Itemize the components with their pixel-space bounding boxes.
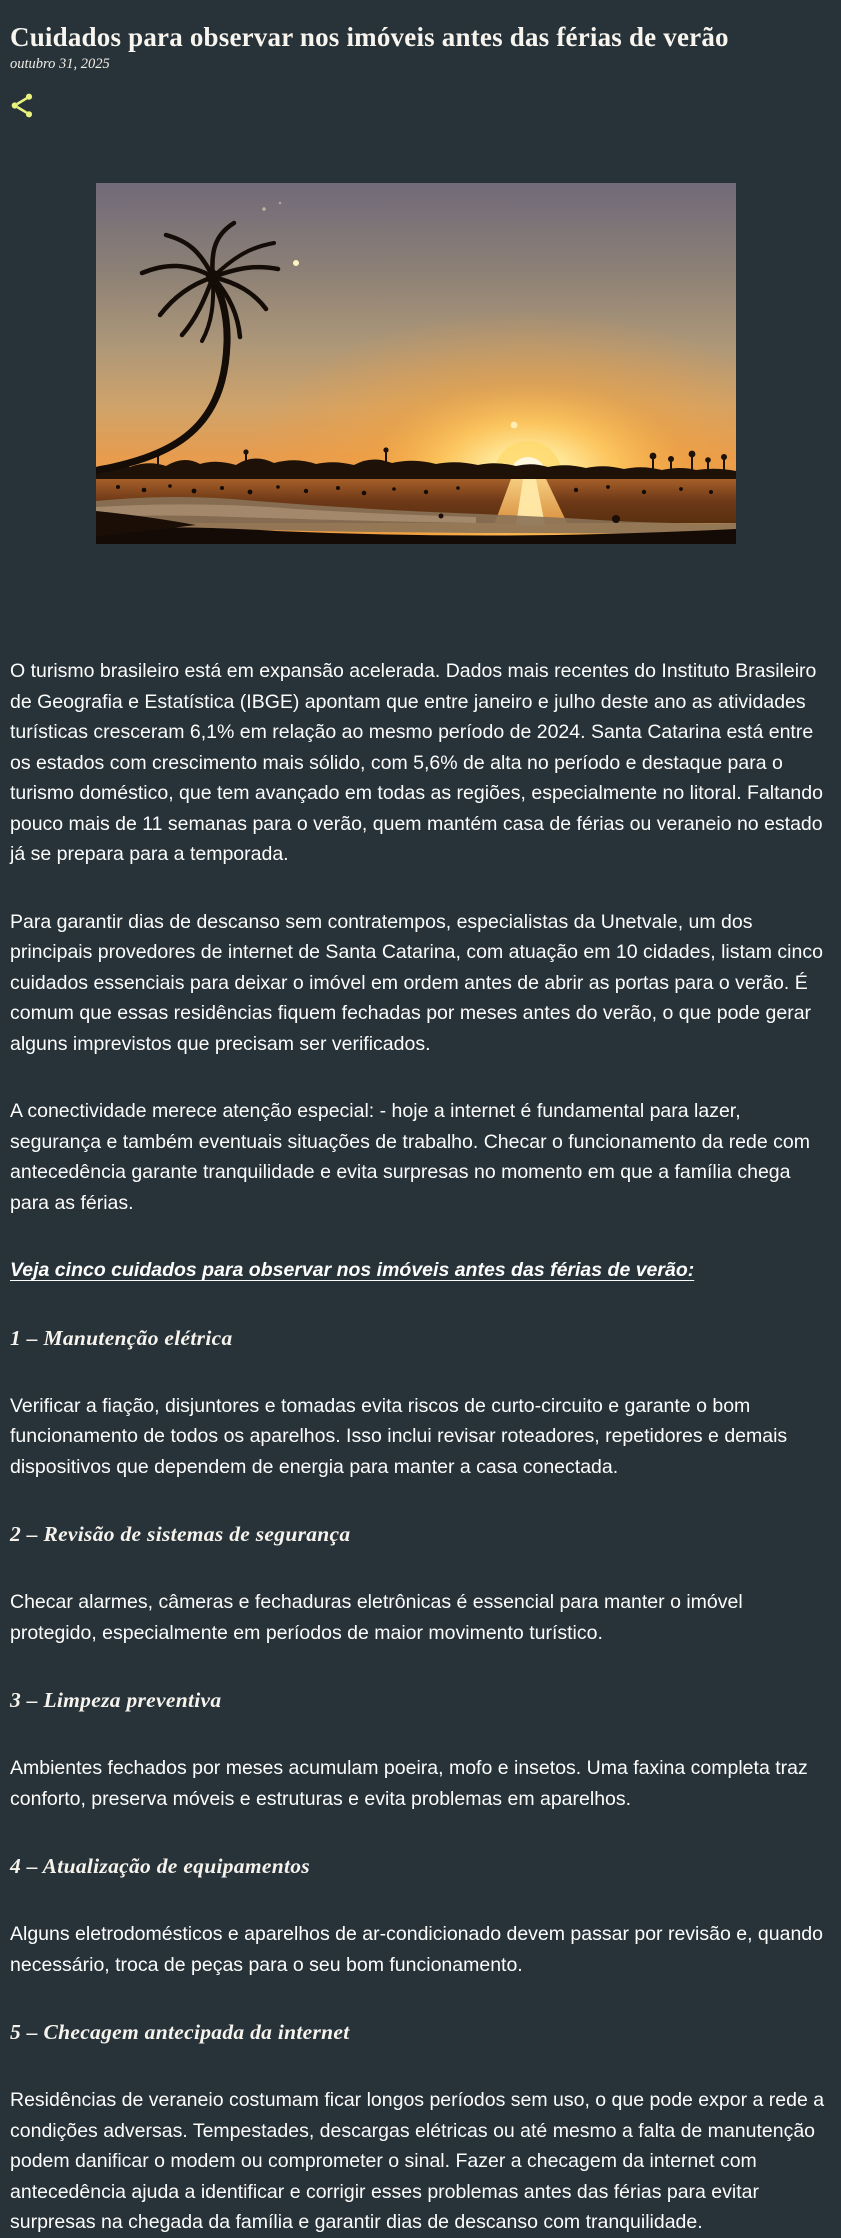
share-button[interactable] [10,92,34,119]
sunset-beach-palm-photo [96,183,736,544]
page-title: Cuidados para observar nos imóveis antes das férias de verão [10,22,729,52]
share-icon [10,92,34,119]
list-heading: Veja cinco cuidados para observar nos imóveis antes das férias de verão: [10,1259,695,1281]
intro-paragraph-3: A conectividade merece atenção especial: - hoje a internet é fundamental para lazer, segurança e também eventuais situações de trabalho. Checar o funcionamento da rede com antecedência garante tranquilidade e evita surpresas no momento em que a família chega para as férias. [10,1100,810,1214]
section-body-1: Verificar a fiação, disjuntores e tomadas evita riscos de curto-circuito e garante o bom funcionamento de todos os aparelhos. Isso inclui revisar roteadores, repetidores e demais dispositivos que dependem de energia para manter a casa conectada. [10,1394,788,1478]
article-body [10,656,831,2238]
section-body-2: Checar alarmes, câmeras e fechaduras eletrônicas é essencial para manter o imóvel protegido, especialmente em períodos de maior movimento turístico. [10,1591,743,1644]
section-heading-3: 3 – Limpeza preventiva [10,1688,222,1712]
intro-paragraph-1: O turismo brasileiro está em expansão acelerada. Dados mais recentes do Instituto Brasileiro de Geografia e Estatística (IBGE) apontam que entre janeiro e julho deste ano as atividades turísticas cresceram 6,1% em relação ao mesmo período de 2024. Santa Catarina está entre os estados com crescimento mais sólido, com 5,6% de alta no período e destaque para o turismo doméstico, que tem avançado em todas as regiões, especialmente no litoral. Faltando pouco mais de 11 semanas para o verão, quem mantém casa de férias ou veraneio no estado já se prepara para a temporada. [10,660,823,865]
section-heading-2: 2 – Revisão de sistemas de segurança [10,1522,351,1546]
section-body-5: Residências de veraneio costumam ficar longos períodos sem uso, o que pode expor a rede a condições adversas. Tempestades, descargas elétricas ou até mesmo a falta de manutenção podem danificar o modem ou comprometer o sinal. Fazer a checagem da internet com antecedência ajuda a identificar e corrigir esses problemas antes das férias para evitar surpresas na chegada da família e garantir dias de descanso com tranquilidade. [10,2089,825,2233]
section-heading-5: 5 – Checagem antecipada da internet [10,2020,350,2044]
section-body-4: Alguns eletrodomésticos e aparelhos de ar-condicionado devem passar por revisão e, quando necessário, troca de peças para o seu bom funcionamento. [10,1923,823,1976]
hero-image [96,183,736,544]
section-heading-1: 1 – Manutenção elétrica [10,1325,233,1350]
publish-date: outubro 31, 2025 [10,56,110,72]
section-body-3: Ambientes fechados por meses acumulam poeira, mofo e insetos. Uma faxina completa traz conforto, preserva móveis e estruturas e evita problemas em aparelhos. [10,1757,808,1810]
section-heading-4: 4 – Atualização de equipamentos [10,1854,310,1878]
intro-paragraph-2: Para garantir dias de descanso sem contratempos, especialistas da Unetvale, um dos principais provedores de internet de Santa Catarina, com atuação em 10 cidades, listam cinco cuidados essenciais para deixar o imóvel em ordem antes de abrir as portas para o verão. É comum que essas residências fiquem fechadas por meses antes do verão, o que pode gerar alguns imprevistos que precisam ser verificados. [10,910,823,1055]
